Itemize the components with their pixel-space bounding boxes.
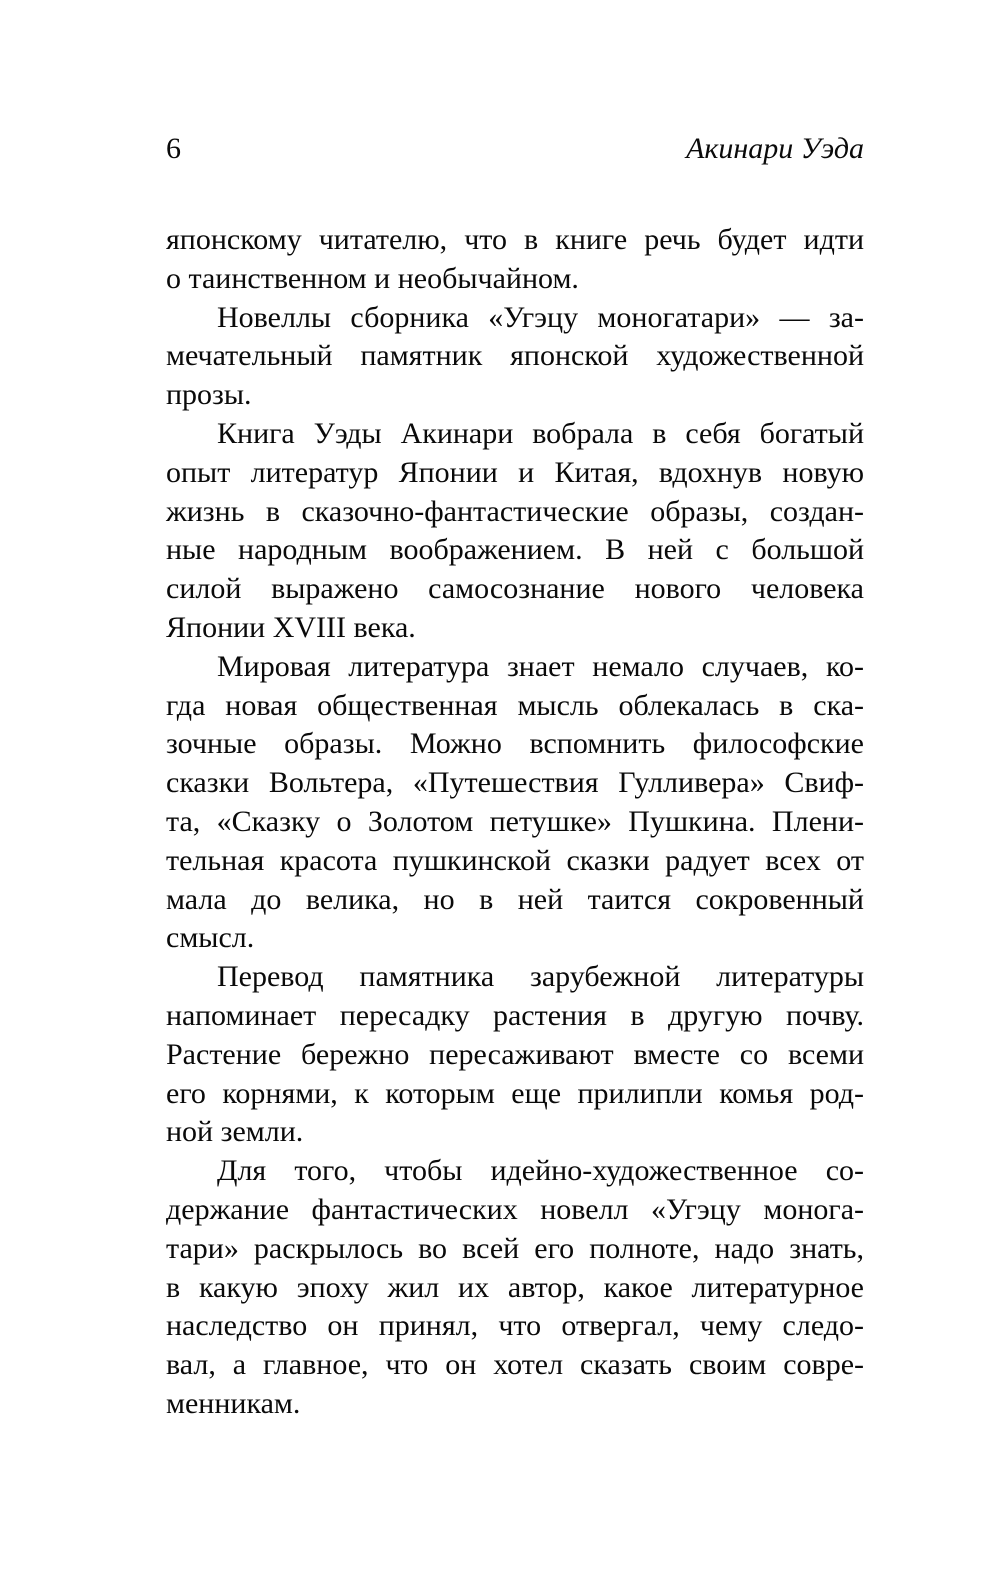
text-line: его корнями, к которым еще прилипли комья род-: [166, 1076, 864, 1110]
text-line: наследство он принял, что отвергал, чему следо-: [166, 1309, 864, 1343]
text-line: Растение бережно пересаживают вместе со всеми: [166, 1037, 864, 1071]
text-line: японскому читателю, что в книге речь будет идти: [166, 223, 864, 256]
page-body: [166, 221, 864, 1424]
text-line: Для того, чтобы идейно-художественное со-: [217, 1154, 864, 1188]
text-line: силой выражено самосознание нового человека: [166, 572, 864, 606]
text-line: мечательный памятник японской художественной: [166, 339, 864, 373]
text-line: мала до велика, но в ней таится сокровенный: [166, 882, 864, 916]
text-line: Мировая литература знает немало случаев, ко-: [217, 649, 864, 683]
text-line: тари» раскрылось во всей его полноте, надо знать,: [166, 1231, 864, 1265]
text-line: Книга Уэды Акинари вобрала в себя богатый: [217, 416, 864, 450]
text-line: держание фантастических новелл «Угэцу монога-: [166, 1192, 864, 1226]
text-line: жизнь в сказочно-фантастические образы, создан-: [166, 494, 864, 528]
paragraph: [166, 1152, 864, 1424]
text-line: напоминает пересадку растения в другую почву.: [166, 998, 864, 1032]
text-line: менникам.: [166, 1386, 301, 1420]
paragraph: [166, 415, 864, 648]
paragraph: [166, 958, 864, 1152]
text-line: ной земли.: [166, 1115, 304, 1149]
paragraph: [166, 221, 864, 299]
text-line: вал, а главное, что он хотел сказать своим совре-: [166, 1348, 864, 1382]
text-line: Новеллы сборника «Угэцу моногатари» — за-: [217, 300, 864, 334]
text-line: смысл.: [166, 921, 255, 955]
text-line: зочные образы. Можно вспомнить философские: [166, 727, 864, 761]
text-line: та, «Сказку о Золотом петушке» Пушкина. Плени-: [166, 804, 864, 838]
text-line: ные народным воображением. В ней с большой: [166, 533, 864, 567]
paragraph: [166, 648, 864, 958]
text-line: прозы.: [166, 378, 252, 412]
text-line: сказки Вольтера, «Путешествия Гулливера» Свиф-: [166, 766, 864, 800]
text-line: опыт литератур Японии и Китая, вдохнув новую: [166, 455, 864, 489]
text-line: тельная красота пушкинской сказки радует всех от: [166, 843, 864, 877]
text-line: Японии XVIII века.: [166, 610, 416, 644]
text-line: Перевод памятника зарубежной литературы: [217, 960, 864, 994]
text-line: гда новая общественная мысль облекалась в ска-: [166, 688, 864, 722]
text-line: в какую эпоху жил их автор, какое литературное: [166, 1270, 864, 1304]
page-number: 6: [166, 132, 181, 165]
text-line: о таинственном и необычайном.: [166, 261, 579, 295]
paragraph: [166, 299, 864, 415]
running-head: Акинари Уэда: [686, 132, 864, 165]
page-header: [166, 130, 864, 169]
